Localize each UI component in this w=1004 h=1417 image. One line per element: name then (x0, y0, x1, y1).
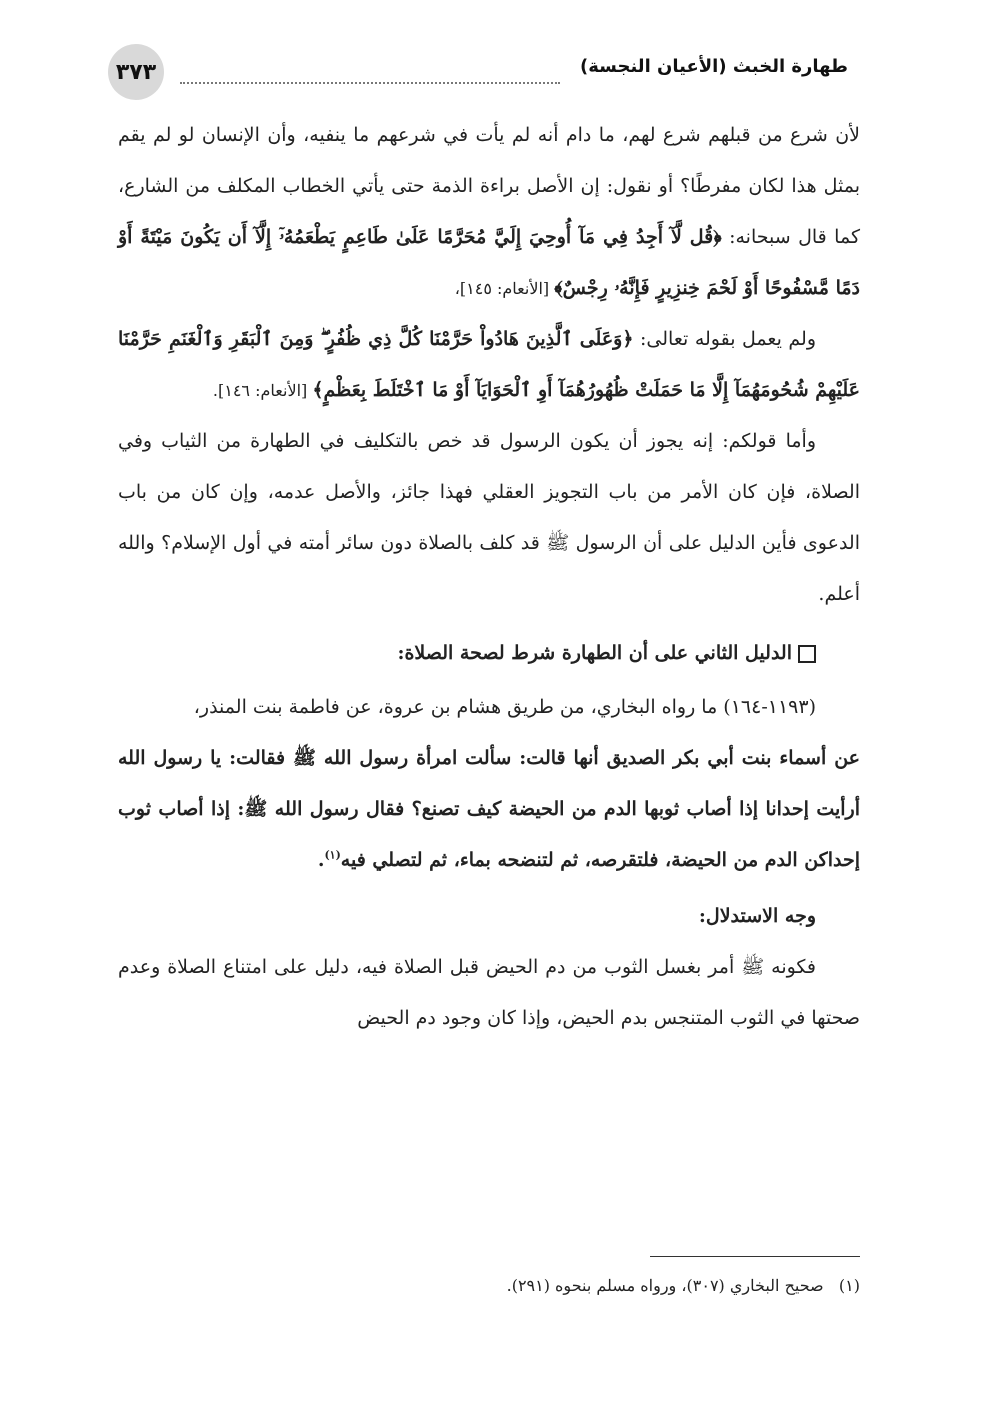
header-dotted-leader (180, 82, 560, 84)
footnote-marker[interactable]: (١) (324, 848, 341, 862)
paragraph-2 (118, 314, 860, 416)
hadith-text-end: . (317, 849, 325, 871)
footnote-text: صحيح البخاري (٣٠٧)، ورواه مسلم بنحوه (٢٩١). (506, 1276, 824, 1295)
footnote-number: (١) (838, 1276, 860, 1295)
checkbox-icon (798, 645, 816, 663)
paragraph-3: وأما قولكم: إنه يجوز أن يكون الرسول قد خص بالتكليف في الطهارة من الثياب وفي الصلاة، فإن كان الأمر من باب التجويز العقلي فهذا جائز، والأصل عدمه، وإن كان من باب الدعوى فأين الدليل على أن الرسول ﷺ قد كلف بالصلاة دون سائر أمته في أول الإسلام؟ والله أعلم. (118, 430, 860, 605)
quran-verse-anam-145: ﴿قُل لَّآ أَجِدُ فِي مَآ أُوحِيَ إِلَيَّ مُحَرَّمًا عَلَىٰ طَاعِمٍ يَطْعَمُهُۥٓ إِلَّآ أَن يَكُونَ مَيْتَةً أَوْ دَمًا مَّسْفُوحًا أَوْ لَحْمَ خِنزِيرٍ فَإِنَّهُۥ رِجْسٌ﴾ (118, 226, 860, 299)
footnote (118, 1276, 860, 1295)
subheading: وجه الاستدلال: (698, 905, 816, 927)
hadith-chain: (١١٩٣-١٦٤) ما رواه البخاري، من طريق هشام بن عروة، عن فاطمة بنت المنذر، (193, 696, 816, 718)
quran-verse-anam-146: ﴿وَعَلَى ٱلَّذِينَ هَادُواْ حَرَّمْنَا كُلَّ ذِي ظُفُرٍ ۖ وَمِنَ ٱلْبَقَرِ وَٱلْغَنَمِ حَرَّمْنَا عَلَيْهِمْ شُحُومَهُمَآ إِلَّا مَا حَمَلَتْ ظُهُورُهُمَآ أَوِ ٱلْحَوَايَآ أَوْ مَا ٱخْتَلَطَ بِعَظْمٍ﴾ (118, 328, 860, 401)
section-heading (118, 628, 860, 678)
verse-reference-145: [الأنعام: ١٤٥]، (454, 279, 555, 298)
page-header (108, 44, 848, 100)
paragraph-1 (118, 110, 860, 314)
paragraph-2-text: ولم يعمل بقوله تعالى: (633, 328, 816, 350)
verse-reference-146: [الأنعام: ١٤٦]. (212, 381, 313, 400)
page-body (118, 110, 860, 1044)
footnote-divider (650, 1256, 860, 1257)
hadith-text (118, 733, 860, 886)
hadith-text-body: عن أسماء بنت أبي بكر الصديق أنها قالت: سألت امرأة رسول الله ﷺ فقالت: يا رسول الله أرأيت إحدانا إذا أصاب ثوبها الدم من الحيضة كيف تصنع؟ فقال رسول الله ﷺ: إذا أصاب ثوب إحداكن الدم من الحيضة، فلتقرصه، ثم لتنضحه بماء، ثم لتصلي فيه (118, 747, 860, 871)
page-number: ٣٧٣ (108, 44, 164, 100)
paragraph-1-text: لأن شرع من قبلهم شرع لهم، ما دام أنه لم يأت في شرعهم ما ينفيه، وأن الإنسان لو لم يقم بمثل هذا لكان مفرطًا؟ أو نقول: إن الأصل براءة الذمة حتى يأتي الخطاب المكلف من الشارع، كما قال سبحانه: (118, 124, 860, 248)
paragraph-6: فكونه ﷺ أمر بغسل الثوب من دم الحيض قبل الصلاة فيه، دليل على امتناع الصلاة وعدم صحتها في الثوب المتنجس بدم الحيض، وإذا كان وجود دم الحيض (118, 956, 860, 1029)
running-title: طهارة الخبث (الأعيان النجسة) (580, 56, 848, 77)
section-heading-text: الدليل الثاني على أن الطهارة شرط لصحة الصلاة: (397, 642, 792, 664)
